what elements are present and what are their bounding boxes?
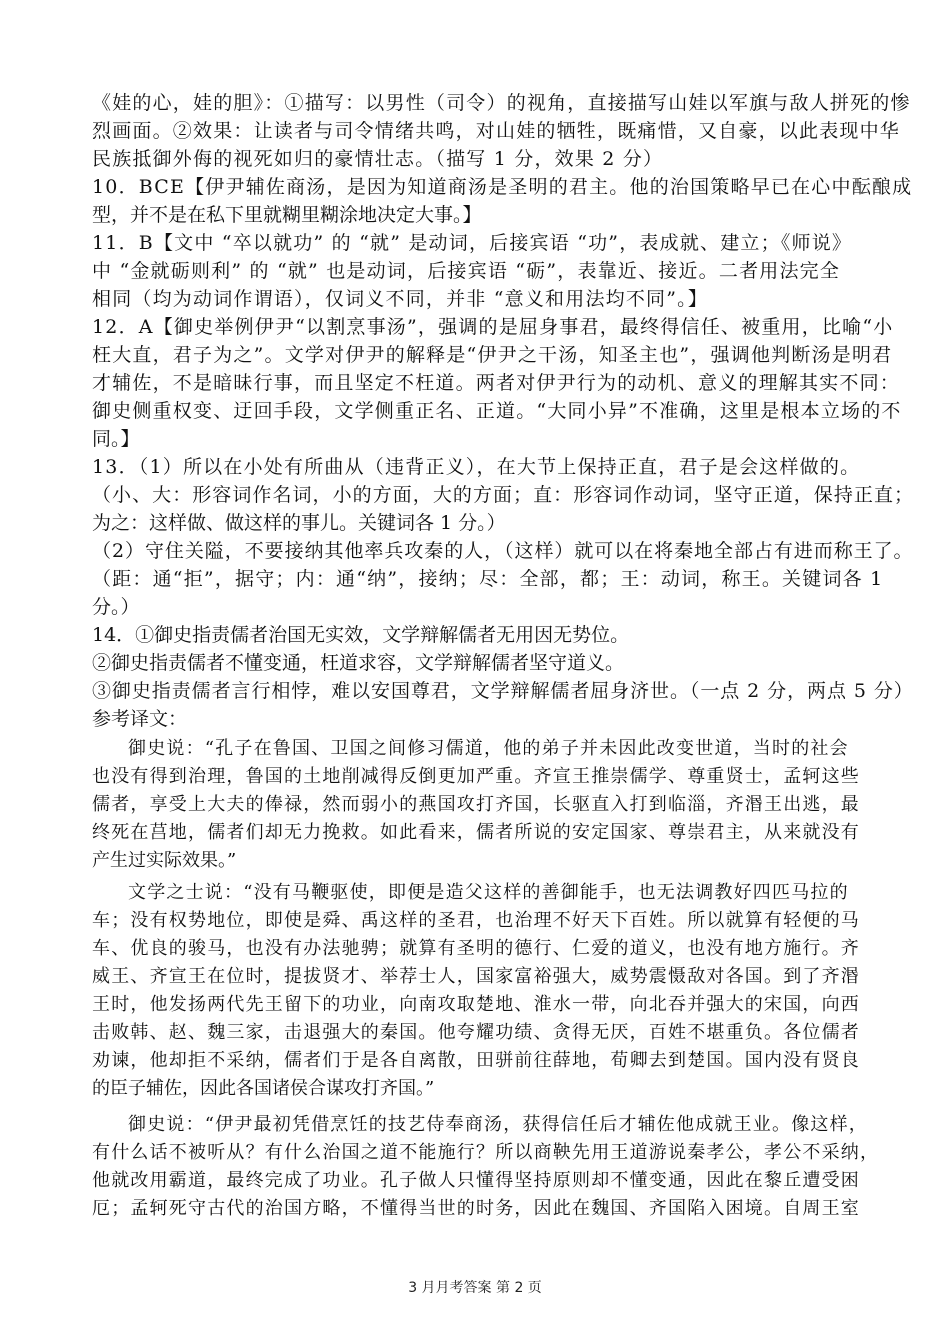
answer-line: 型，并不是在私下里就糊里糊涂地决定大事。】: [92, 204, 482, 226]
translation-line: 威王、齐宣王在位时，提拔贤才、举荐士人，国家富裕强大，威势震慑敌对各国。到了齐湣: [92, 966, 860, 987]
answer-line: ③御史指责儒者言行相悖，难以安国尊君，文学辩解儒者屈身济世。（一点 2 分，两点 5 分）: [92, 680, 914, 702]
answer-line: （距：通“拒”，据守；内：通“纳”，接纳；尽：全部，都；王：动词，称王。关键词各 1: [92, 568, 884, 590]
answer-line: 《娃的心，娃的胆》：①描写：以男性（司令）的视角，直接描写山娃以军旗与敌人拼死的惨: [92, 92, 911, 114]
answer-line: 御史侧重权变、迂回手段，文学侧重正名、正道。“大同小异”不准确，这里是根本立场的不: [92, 400, 902, 422]
answer-line: 枉大直，君子为之”。文学对伊尹的解释是“伊尹之干汤，知圣主也”，强调他判断汤是明君: [92, 344, 893, 366]
translation-line: 也没有得到治理，鲁国的土地削减得反倒更加严重。齐宣王推崇儒学、尊重贤士，孟轲这些: [92, 766, 860, 787]
answer-line: ②御史指责儒者不懂变通，枉道求容，文学辩解儒者坚守道义。: [92, 652, 625, 674]
translation-line: 车、优良的骏马，也没有办法驰骋；就算有圣明的德行、仁爱的道义，也没有地方施行。齐: [92, 938, 860, 959]
answer-line: 烈画面。②效果：让读者与司令情绪共鸣，对山娃的牺牲，既痛惜，又自豪，以此表现中华: [92, 120, 901, 142]
answer-line: 参考译文：: [92, 708, 188, 730]
answer-line: 分。）: [92, 596, 140, 618]
answer-line: 10．BCE【伊尹辅佐商汤，是因为知道商汤是圣明的君主。他的治国策略早已在心中酝酿成: [92, 176, 913, 198]
translation-line: 击败韩、赵、魏三家，击退强大的秦国。他夸耀功绩、贪得无厌，百姓不堪重负。各位儒者: [92, 1022, 860, 1043]
translation-line: 御史说：“孔子在鲁国、卫国之间修习儒道，他的弟子并未因此改变世道，当时的社会: [128, 738, 849, 759]
translation-line: 劝谏，他却拒不采纳，儒者们于是各自离散，田骈前往薛地，荀卿去到楚国。国内没有贤良: [92, 1050, 860, 1071]
translation-line: 文学之士说：“没有马鞭驱使，即便是造父这样的善御能手，也无法调教好四匹马拉的: [128, 882, 849, 903]
translation-line: 的臣子辅佐，因此各国诸侯合谋攻打齐国。”: [92, 1078, 435, 1099]
translation-line: 有什么话不被听从？有什么治国之道不能施行？所以商鞅先用王道游说秦孝公，孝公不采纳，: [92, 1142, 880, 1163]
answer-line: 相同（均为动词作谓语），仅词义不同，并非 “意义和用法均不同”。】: [92, 288, 709, 310]
answer-line: 12．A【御史举例伊尹“以割烹事汤”，强调的是屈身事君，最终得信任、被重用，比喻“小: [92, 316, 894, 338]
translation-line: 儒者，享受上大夫的俸禄，然而弱小的燕国攻打齐国，长驱直入打到临淄，齐湣王出逃，最: [92, 794, 860, 815]
translation-line: 王时，他发扬两代先王留下的功业，向南攻取楚地、淮水一带，向北吞并强大的宋国，向西: [92, 994, 860, 1015]
answer-line: （2）守住关隘，不要接纳其他率兵攻秦的人，（这样）就可以在将秦地全部占有进而称王了。: [92, 540, 914, 562]
translation-line: 厄；孟轲死守古代的治国方略，不懂得当世的时务，因此在魏国、齐国陷入困境。自周王室: [92, 1198, 860, 1219]
page-footer: 3 月月考答案 第 2 页: [408, 1280, 542, 1296]
translation-line: 御史说：“伊尹最初凭借烹饪的技艺侍奉商汤，获得信任后才辅佐他成就王业。像这样，: [128, 1114, 868, 1135]
translation-line: 他就改用霸道，最终完成了功业。孔子做人只懂得坚持原则却不懂变通，因此在黎丘遭受困: [92, 1170, 860, 1191]
answer-line: 14．①御史指责儒者治国无实效，文学辩解儒者无用因无势位。: [92, 624, 630, 646]
answer-line: 才辅佐，不是暗昧行事，而且坚定不枉道。两者对伊尹行为的动机、意义的理解其实不同：: [92, 372, 901, 394]
answer-line: 11．B【文中 “卒以就功” 的 “就” 是动词，后接宾语 “功”，表成就、建立；《师说》: [92, 232, 853, 254]
answer-line: 同。】: [92, 428, 140, 450]
translation-line: 终死在莒地，儒者们却无力挽救。如此看来，儒者所说的安定国家、尊崇君主，从来就没有: [92, 822, 860, 843]
answer-line: （小、大：形容词作名词，小的方面，大的方面；直：形容词作动词，坚守正道，保持正直；: [92, 484, 915, 506]
answer-line: 13．（1）所以在小处有所曲从（违背正义），在大节上保持正直，君子是会这样做的。: [92, 456, 861, 478]
translation-line: 产生过实际效果。”: [92, 850, 237, 871]
answer-line: 中 “金就砺则利” 的 “就” 也是动词，后接宾语 “砺”，表靠近、接近。二者用法完全: [92, 260, 841, 282]
translation-line: 车；没有权势地位，即使是舜、禹这样的圣君，也治理不好天下百姓。所以就算有轻便的马: [92, 910, 860, 931]
answer-line: 民族抵御外侮的视死如归的豪情壮志。（描写 1 分，效果 2 分）: [92, 148, 664, 170]
answer-line: 为之：这样做、做这样的事儿。关键词各 1 分。）: [92, 512, 506, 534]
